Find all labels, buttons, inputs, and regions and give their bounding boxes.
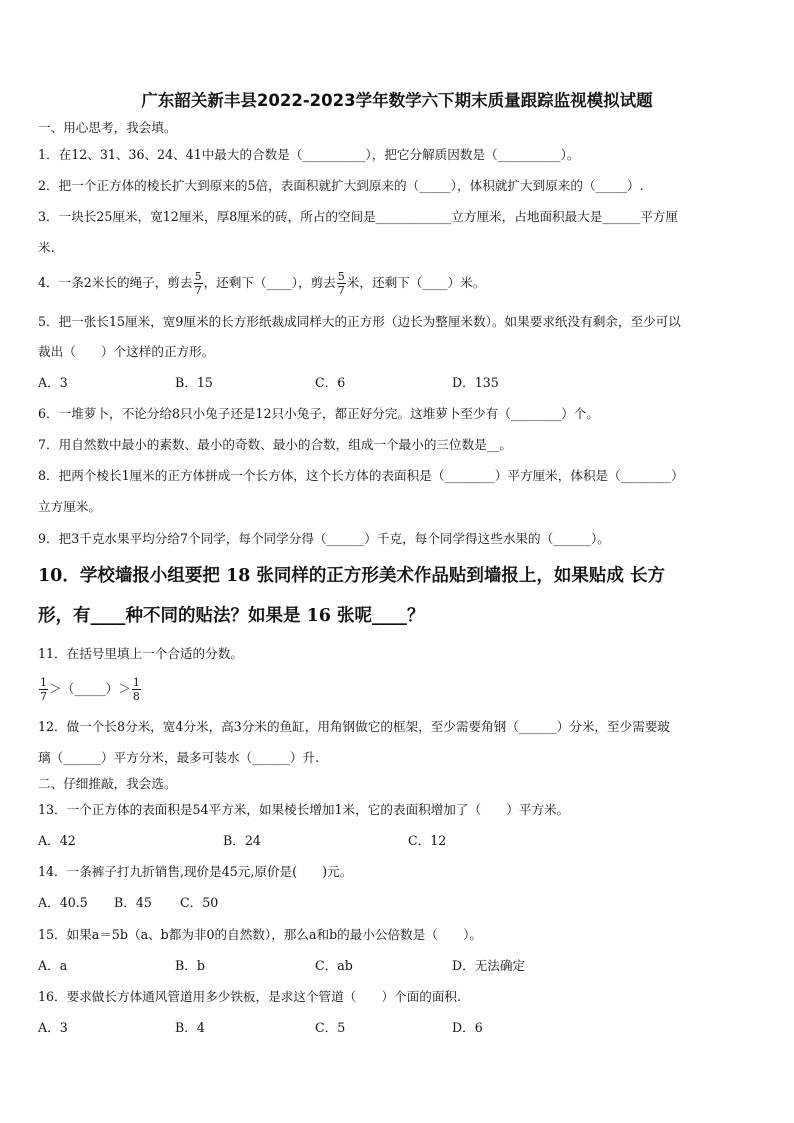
fraction-one-eighth: $\frac{1}{8}$ — [132, 676, 140, 703]
option-b: B．45 — [114, 895, 152, 910]
option-b: B．b — [175, 958, 205, 973]
fraction-one-seventh: $\frac{1}{7}$ — [40, 676, 47, 703]
option-d: D．135 — [452, 375, 499, 390]
option-a: A．3 — [38, 375, 68, 390]
section-heading-2: 二、仔细推敲，我会选。 — [38, 776, 177, 791]
question-6: 6．一堆萝卜，不论分给8只小兔子还是12只小兔子，都正好分完。这堆萝卜至少有（________）个。 — [38, 406, 599, 421]
option-b: B．4 — [175, 1020, 205, 1035]
question-10-line-1: 10．学校墙报小组要把 18 张同样的正方形美术作品贴到墙报上，如果贴成 长方 — [38, 566, 665, 586]
option-c: C．ab — [315, 958, 353, 973]
question-11-blank: ＞（_____）＞ — [49, 681, 131, 696]
question-12-line-1: 12．做一个长8分米，宽4分米，高3分米的鱼缸，用角钢做它的框架，至少需要角钢（______）分米，至少需要玻 — [38, 719, 670, 734]
question-13: 13．一个正方体的表面积是54平方米，如果棱长增加1米，它的表面积增加了（ ）平方米。 — [38, 802, 570, 817]
option-c: C．12 — [408, 833, 447, 848]
question-4 — [38, 268, 760, 298]
question-9: 9．把3千克水果平均分给7个同学，每个同学分得（______）千克，每个同学得这些水果的（______）。 — [38, 531, 610, 546]
question-15: 15．如果a＝5b（a、b都为非0的自然数），那么a和b的最小公倍数是（ ）。 — [38, 927, 482, 942]
question-16: 16．要求做长方体通风管道用多少铁板，是求这个管道（ ）个面的面积. — [38, 989, 462, 1004]
question-12-line-2: 璃（______）平方分米，最多可装水（______）升. — [38, 750, 320, 765]
option-a: A．42 — [38, 833, 76, 848]
option-c: C．5 — [315, 1020, 346, 1035]
option-b: B．24 — [223, 833, 261, 848]
fraction-five-sevenths: $\frac{5}{7}$ — [194, 270, 202, 297]
option-d: D．6 — [452, 1020, 483, 1035]
question-5-line-1: 5．把一张长15厘米，宽9厘米的长方形纸裁成同样大的正方形（边长为整厘米数）。如果要求纸没有剩余，至少可以 — [38, 314, 681, 329]
option-c: C．6 — [315, 375, 346, 390]
option-c: C．50 — [180, 895, 219, 910]
question-11: 11．在括号里填上一个合适的分数。 — [38, 646, 243, 661]
question-2: 2．把一个正方体的棱长扩大到原来的5倍，表面积就扩大到原来的（_____），体积就扩大到原来的（_____）. — [38, 178, 644, 193]
question-10-line-2: 形，有____种不同的贴法？如果是 16 张呢____？ — [38, 606, 425, 626]
option-b: B．15 — [175, 375, 213, 390]
section-heading-1: 一、用心思考，我会填。 — [38, 120, 177, 135]
question-8-line-2: 立方厘米。 — [38, 499, 101, 514]
option-a: A．3 — [38, 1020, 68, 1035]
question-11-expression — [38, 672, 760, 706]
question-3-line-1: 3．一块长25厘米，宽12厘米，厚8厘米的砖，所占的空间是____________立方厘米，占地面积最大是______平方厘 — [38, 209, 678, 224]
question-7: 7．用自然数中最小的素数、最小的奇数、最小的合数，组成一个最小的三位数是__。 — [38, 437, 512, 452]
fraction-five-sevenths-meter: $\frac{5}{7}$ — [337, 270, 345, 297]
question-1: 1．在12、31、36、24、41中最大的合数是（__________），把它分解质因数是（__________）。 — [38, 147, 580, 162]
question-5-line-2: 裁出（ ）个这样的正方形。 — [38, 344, 215, 359]
question-8-line-1: 8．把两个棱长1厘米的正方体拼成一个长方体，这个长方体的表面积是（________）平方厘米，体积是（________） — [38, 468, 684, 483]
question-3-line-2: 米. — [38, 240, 55, 255]
option-d: D．无法确定 — [452, 958, 526, 973]
page-title: 广东韶关新丰县2022-2023学年数学六下期末质量跟踪监视模拟试题 — [141, 91, 653, 110]
question-14: 14．一条裤子打九折销售,现价是45元,原价是( )元。 — [38, 864, 353, 879]
question-4-text-b: ，还剩下（____），剪去 — [203, 275, 336, 290]
question-4-text-c: 米，还剩下（____）米。 — [346, 275, 486, 290]
question-4-text-a: 4．一条2米长的绳子，剪去 — [38, 275, 193, 290]
option-a: A．40.5 — [38, 895, 88, 910]
option-a: A．a — [38, 958, 68, 973]
